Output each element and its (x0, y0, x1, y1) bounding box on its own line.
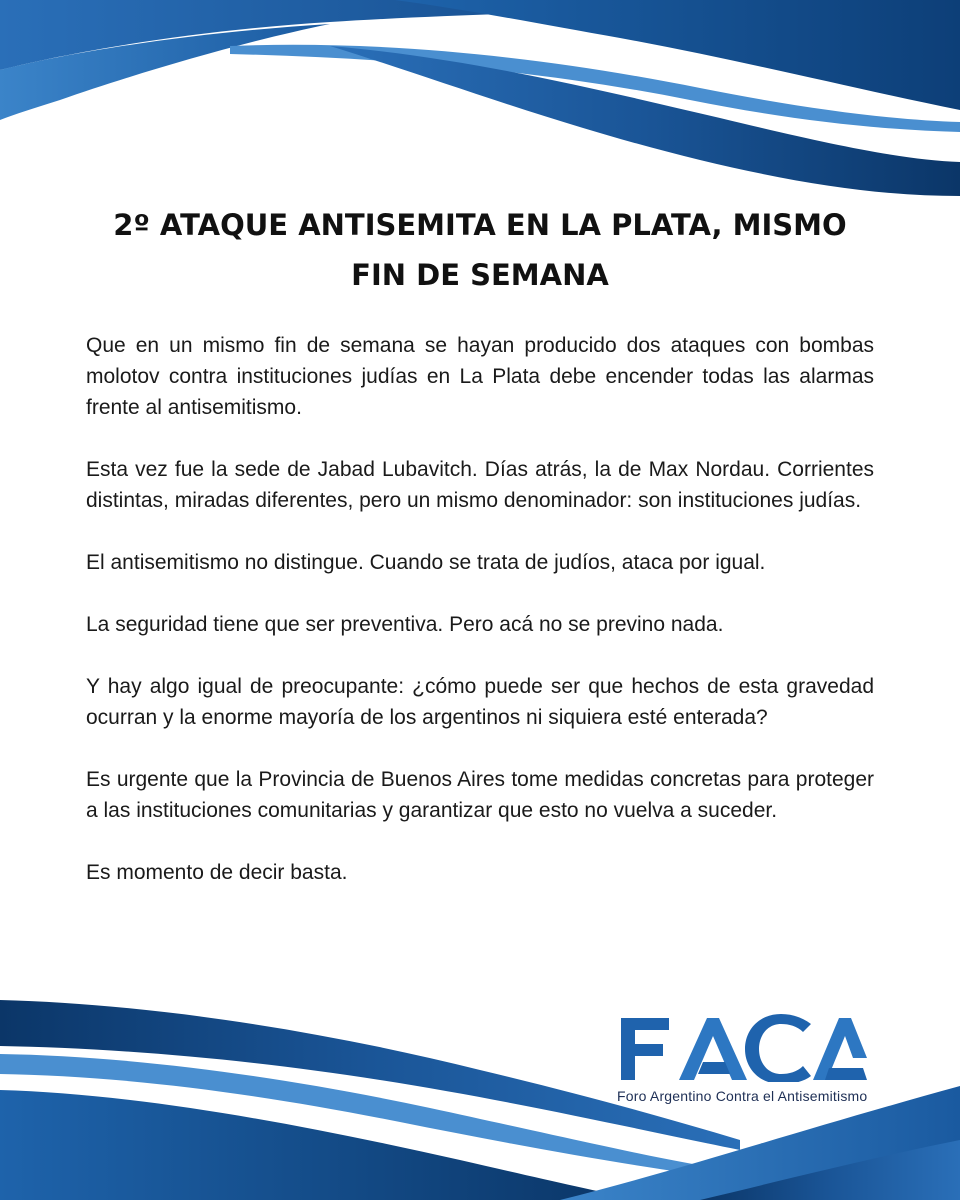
paragraph: Es momento de decir basta. (86, 861, 348, 884)
faca-logo (617, 1014, 867, 1104)
article-body (86, 330, 874, 888)
paragraph: Es urgente que la Provincia de Buenos Aires tome medidas concretas para proteger a las instituciones comunitarias y garantizar que esto no vuelva a suceder. (86, 768, 874, 822)
logo-tagline: Foro Argentino Contra el Antisemitismo (617, 1088, 868, 1104)
article (86, 200, 874, 888)
paragraph: Esta vez fue la sede de Jabad Lubavitch. Días atrás, la de Max Nordau. Corrientes distintas, miradas diferentes, pero un mismo denominador: son instituciones judías. (86, 458, 874, 512)
paragraph: Y hay algo igual de preocupante: ¿cómo puede ser que hechos de esta gravedad ocurran y la enorme mayoría de los argentinos ni siquiera esté enterada? (86, 675, 874, 729)
headline: 2º ATAQUE ANTISEMITA EN LA PLATA, MISMO FIN DE SEMANA (113, 208, 847, 292)
top-wave-decoration (0, 0, 960, 200)
faca-wordmark-logo (617, 1014, 867, 1082)
paragraph: La seguridad tiene que ser preventiva. Pero acá no se previno nada. (86, 613, 724, 636)
paragraph: Que en un mismo fin de semana se hayan producido dos ataques con bombas molotov contra instituciones judías en La Plata debe encender todas las alarmas frente al antisemitismo. (86, 334, 874, 419)
paragraph: El antisemitismo no distingue. Cuando se trata de judíos, ataca por igual. (86, 551, 766, 574)
